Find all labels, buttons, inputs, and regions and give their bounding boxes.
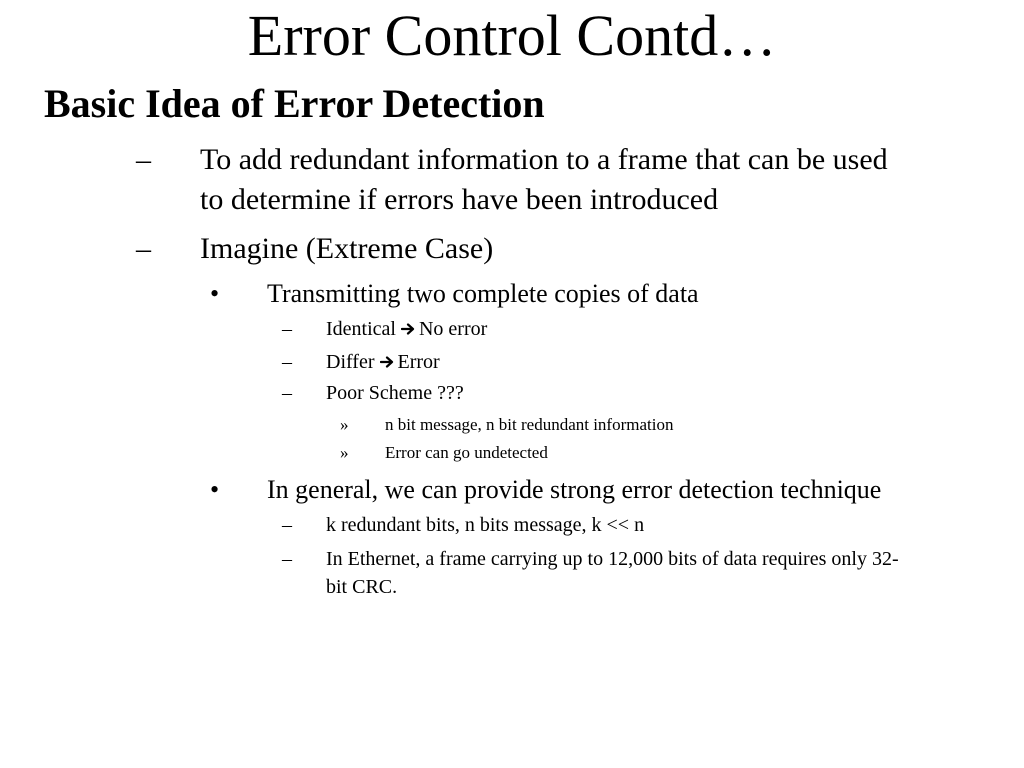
bullet-in-general: In general, we can provide strong error detection technique <box>267 475 882 504</box>
bullet-identical-right: No error <box>418 318 488 340</box>
bullet-imagine: Imagine (Extreme Case) <box>200 232 494 265</box>
bullet-undetected: Error can go undetected <box>385 443 548 462</box>
bullet-differ <box>326 348 440 376</box>
bullet-redundant-info-line2: to determine if errors have been introduced <box>200 183 719 216</box>
bullet-identical <box>326 315 487 343</box>
bullet-marker: • <box>210 279 220 308</box>
arrow-right-icon <box>401 322 415 336</box>
bullet-ethernet-line1: In Ethernet, a frame carrying up to 12,000 bits of data requires only 32- <box>326 548 899 570</box>
bullet-poor-scheme: Poor Scheme ??? <box>326 382 464 404</box>
bullet-differ-right: Error <box>397 351 440 373</box>
bullet-identical-left: Identical <box>326 318 396 340</box>
bullet-marker: – <box>282 382 292 404</box>
bullet-marker: » <box>340 443 349 462</box>
bullet-marker: – <box>282 318 292 340</box>
bullet-differ-left: Differ <box>326 351 375 373</box>
arrow-right-icon <box>380 355 394 369</box>
bullet-redundant-info-line1: To add redundant information to a frame that can be used <box>200 143 888 176</box>
bullet-two-copies: Transmitting two complete copies of data <box>267 279 699 308</box>
bullet-marker: – <box>282 514 292 536</box>
bullet-k-redundant-bits: k redundant bits, n bits message, k << n <box>326 514 645 536</box>
bullet-marker: – <box>136 232 151 265</box>
bullet-marker: » <box>340 415 349 434</box>
bullet-n-bit-message: n bit message, n bit redundant information <box>385 415 674 434</box>
slide-title: Error Control Contd… <box>247 3 777 68</box>
bullet-ethernet-line2: bit CRC. <box>326 576 398 598</box>
bullet-marker: – <box>282 548 292 570</box>
bullet-marker: – <box>136 143 151 176</box>
bullet-marker: – <box>282 351 292 373</box>
section-heading: Basic Idea of Error Detection <box>44 81 545 126</box>
bullet-marker: • <box>210 475 220 504</box>
